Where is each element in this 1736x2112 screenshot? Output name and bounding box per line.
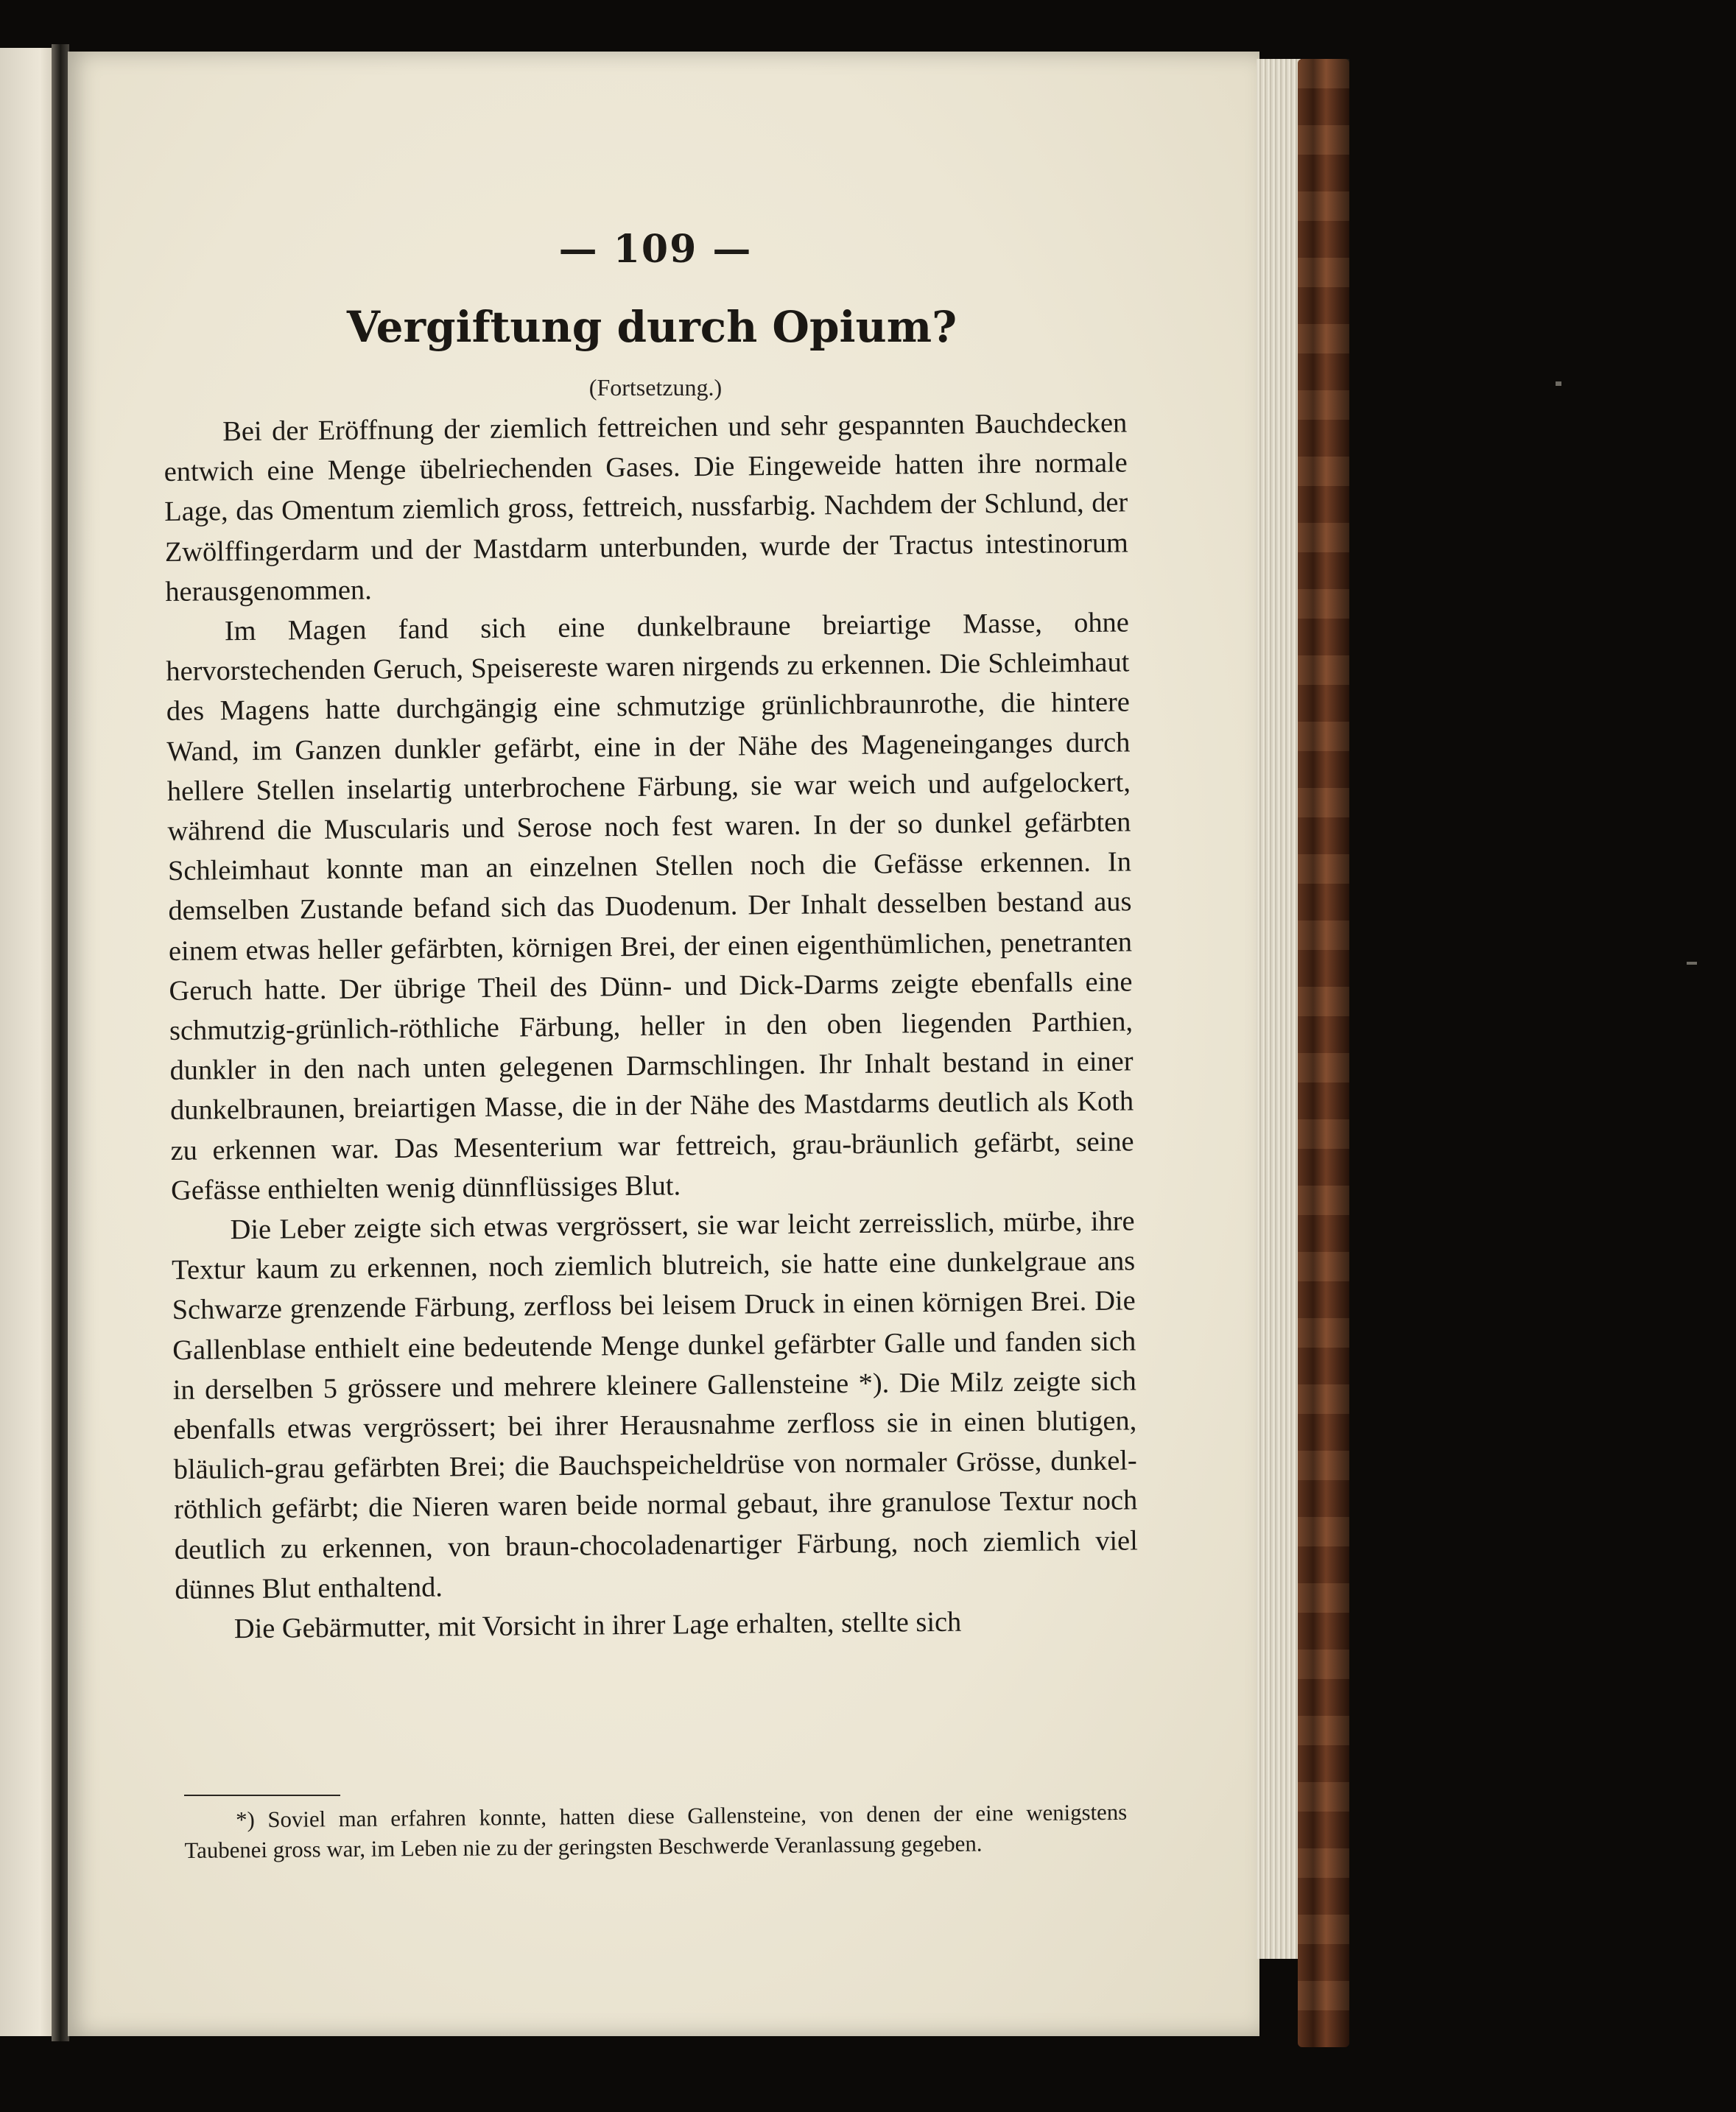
body-text: [164, 403, 1139, 1650]
footnote-rule: [184, 1795, 340, 1796]
book-gutter: [52, 44, 69, 2041]
page-header: — 109 —: [558, 227, 753, 272]
page-block-edges: [1257, 59, 1301, 1959]
article-title: Vergiftung durch Opium?: [346, 302, 957, 352]
paragraph: Die Gebärmutter, mit Vorsicht in ihrer Lage erhalten, stellte sich: [233, 1606, 962, 1645]
footnote-text: *) Soviel man erfahren konnte, hatten diese Gallensteine, von denen der eine wenigstens Taubenei gross war, im Leben nie zu der geringsten Beschwerde Veranlassung gegeben.: [184, 1799, 1128, 1863]
footnote: [184, 1798, 1128, 1866]
article-subtitle: (Fortsetzung.): [588, 374, 723, 401]
paragraph: Die Leber zeigte sich etwas vergrössert, sie war leicht zerreisslich, mürbe, ihre Textur kaum zu erkennen, noch ziemlich blutreich, sie hatte eine dunkelgraue ans Schwarze grenzende Färbung, zerfloss bei leisem Druck in einen körnigen Brei. Die Gallenblase enthielt eine bedeutende Menge dunkel gefärbter Galle und fanden sich in derselben 5 grössere und mehrere kleinere Gallensteine *). Die Milz zeigte sich ebenfalls etwas vergrössert; bei ihrer Herausnahme zerfloss sie in einen blutigen, bläulich-grau gefärbten Brei; die Bauchspeicheldrüse von normaler Grösse, dunkel-röthlich gefärbt; die Nieren waren beide normal gebaut, ihre granulose Textur noch deutlich zu erkennen, von braun-chocoladenartiger Färbung, noch ziemlich viel dünnes Blut enthaltend.: [171, 1205, 1138, 1605]
facing-page-edge: [0, 48, 57, 2036]
paragraph: Bei der Eröffnung der ziemlich fettreichen und sehr gespannten Bauchdecken entwich eine Menge übelriechenden Gases. Die Eingeweide hatten ihre normale Lage, das Omentum ziemlich gross, fettreich, nussfarbig. Nachdem der Schlund, der Zwölffingerdarm und der Mastdarm unterbunden, wurde der Tractus intestinorum herausgenommen.: [164, 407, 1128, 608]
scan-mark: [1556, 381, 1561, 386]
paragraph: Im Magen fand sich eine dunkelbraune breiartige Masse, ohne hervorstechenden Geruch, Speisereste waren nirgends zu erkennen. Die Schleimhaut des Magens hatte durchgängig eine schmutzige grünlichbraunrothe, die hintere Wand, im Ganzen dunkler gefärbt, eine in der Nähe des Mageneinganges durch hellere Stellen inselartig unterbrochene Färbung, sie war weich und aufgelockert, während die Muscularis und Serose noch fest waren. In der so dunkel gefärbten Schleimhaut konnte man an einzelnen Stellen noch die Gefässe erkennen. In demselben Zustande befand sich das Duodenum. Der Inhalt desselben bestand aus einem etwas heller gefärbten, körnigen Brei, der einen eigenthümlichen, penetranten Geruch hatte. Der übrige Theil des Dünn- und Dick-Darms zeigte ebenfalls eine schmutzig-grünlich-röthliche Färbung, heller in den oben liegenden Parthien, dunkler in den nach unten gelegenen Darmschlingen. Ihr Inhalt bestand in einer dunkelbraunen, breiartigen Masse, die in der Nähe des Mastdarms deutlich als Koth zu erkennen war. Das Mesenterium war fettreich, grau-bräunlich gefärbt, seine Gefässe enthielten wenig dünnflüssiges Blut.: [166, 607, 1134, 1206]
book-cover-edge: [1298, 59, 1349, 2047]
scan-mark: [1687, 962, 1697, 965]
